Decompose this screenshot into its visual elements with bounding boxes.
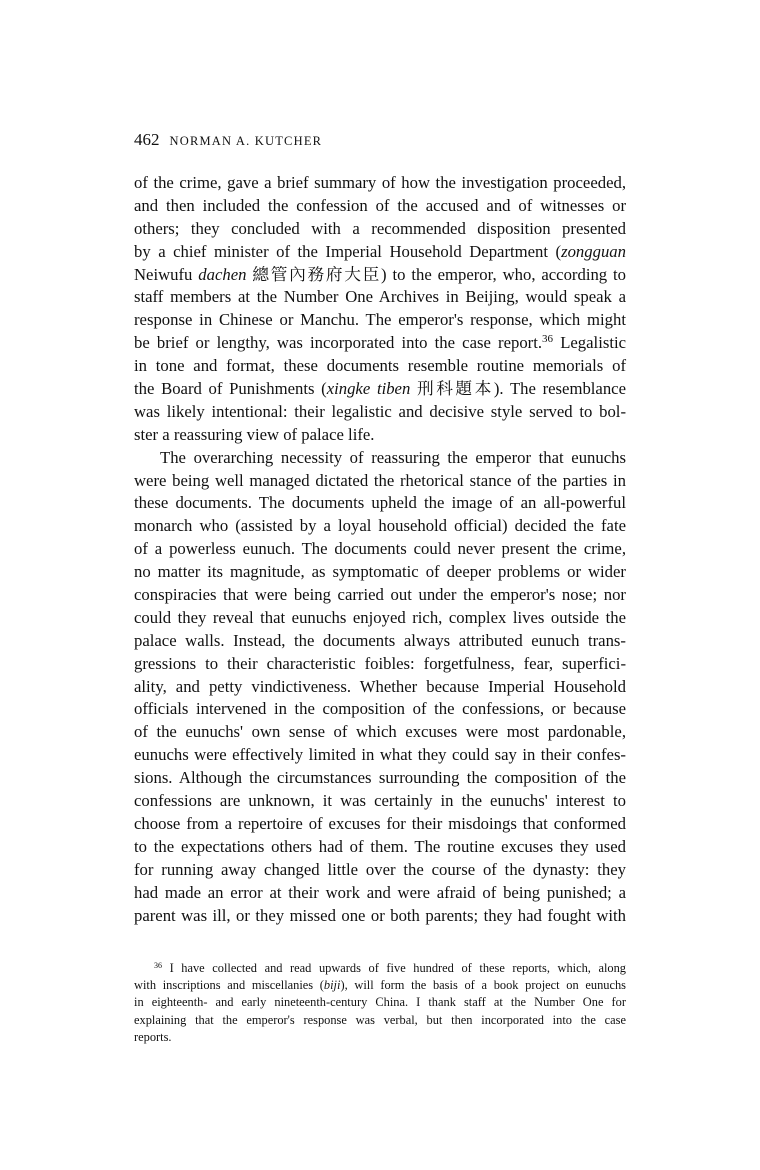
text-line: staff members at the Number One Archives in Beijing, would speak a	[134, 287, 626, 307]
text-line: in tone and format, these documents resemble routine memorials of	[134, 356, 626, 376]
text-segment: with inscriptions and miscellanies (	[134, 978, 324, 993]
text-line: to the expectations others had of them. The routine excuses they used	[134, 836, 626, 856]
footnote-line	[134, 977, 626, 994]
text-line: were being well managed dictated the rhetorical stance of the parties in	[134, 470, 626, 490]
text-line	[134, 264, 626, 287]
body-text	[134, 172, 626, 927]
text-line: sions. Although the circumstances surrounding the composition of the	[134, 768, 626, 788]
text-line: choose from a repertoire of excuses for their misdoings that conformed	[134, 813, 626, 833]
text-segment: by a chief minister of the Imperial Household Department (	[134, 241, 562, 261]
text-line: could they reveal that eunuchs enjoyed rich, complex lives outside the	[134, 607, 626, 627]
text-segment: I have collected and read upwards of five hundred of these reports, which, along	[162, 961, 626, 975]
footnote-line: reports.	[134, 1029, 172, 1044]
text-line: parent was ill, or they missed one or both parents; they had fought with	[134, 905, 626, 925]
running-head-author: NORMAN A. KUTCHER	[169, 134, 323, 148]
text-line: confessions are unknown, it was certainly in the eunuchs' interest to	[134, 791, 626, 811]
text-line: was likely intentional: their legalistic and decisive style served to bol-	[134, 401, 626, 421]
text-line: palace walls. Instead, the documents always attributed eunuch trans-	[134, 630, 626, 650]
text-line: response in Chinese or Manchu. The emperor's response, which might	[134, 310, 626, 330]
text-line: conspiracies that were being carried out under the emperor's nose; nor	[134, 585, 626, 605]
italic-term: dachen	[198, 264, 247, 284]
italic-term: xingke tiben	[326, 379, 411, 399]
footnote-line: in eighteenth- and early nineteenth-century China. I thank staff at the Number One for	[134, 995, 626, 1010]
text-line: ality, and petty vindictiveness. Whether because Imperial Household	[134, 676, 626, 696]
footnote-line	[134, 960, 626, 977]
text-line: of the eunuchs' own sense of which excuses were most pardonable,	[134, 722, 626, 742]
text-line: ster a reassuring view of palace life.	[134, 424, 375, 444]
text-segment: 總管內務府大臣) to the emperor, who, according to	[246, 264, 626, 284]
text-line: had made an error at their work and were afraid of being punished; a	[134, 882, 626, 902]
text-line: of a powerless eunuch. The documents could never present the crime,	[134, 539, 626, 559]
running-head	[134, 130, 626, 151]
footnote-marker: 36	[154, 961, 162, 970]
text-line: no matter its magnitude, as symptomatic of deeper problems or wider	[134, 562, 626, 582]
italic-term: biji	[323, 978, 341, 993]
text-line: others; they concluded with a recommended disposition presented	[134, 218, 626, 238]
text-line: gressions to their characteristic foibles: forgetfulness, fear, superfici-	[134, 653, 626, 673]
text-line: officials intervened in the composition of the confessions, or because	[134, 699, 626, 719]
text-segment: Legalistic	[553, 333, 626, 353]
page-number: 462	[134, 130, 160, 149]
text-line: of the crime, gave a brief summary of how the investigation proceeded,	[134, 173, 626, 192]
text-line	[134, 378, 626, 401]
text-segment: 刑科題本). The resemblance	[410, 379, 626, 399]
text-segment: ), will form the basis of a book project on eunuchs	[340, 978, 626, 993]
footnote-reference: 36	[542, 333, 554, 346]
text-segment: Neiwufu	[134, 264, 199, 284]
text-line: and then included the confession of the accused and of witnesses or	[134, 195, 626, 215]
footnote	[134, 960, 626, 1046]
text-line: for running away changed little over the course of the dynasty: they	[134, 859, 626, 879]
text-line	[134, 241, 626, 264]
text-line: eunuchs were effectively limited in what they could say in their confes-	[134, 745, 626, 765]
italic-term: zongguan	[561, 241, 626, 261]
text-line: these documents. The documents upheld the image of an all-powerful	[134, 493, 626, 513]
text-line	[134, 332, 626, 355]
text-segment: be brief or lengthy, was incorporated into the case report.	[134, 333, 543, 353]
text-segment: the Board of Punishments (	[134, 379, 327, 399]
footnote-line: explaining that the emperor's response was verbal, but then incorporated into the case	[134, 1012, 626, 1027]
text-line: The overarching necessity of reassuring the emperor that eunuchs	[160, 447, 626, 467]
text-line: monarch who (assisted by a loyal household official) decided the fate	[134, 516, 626, 536]
